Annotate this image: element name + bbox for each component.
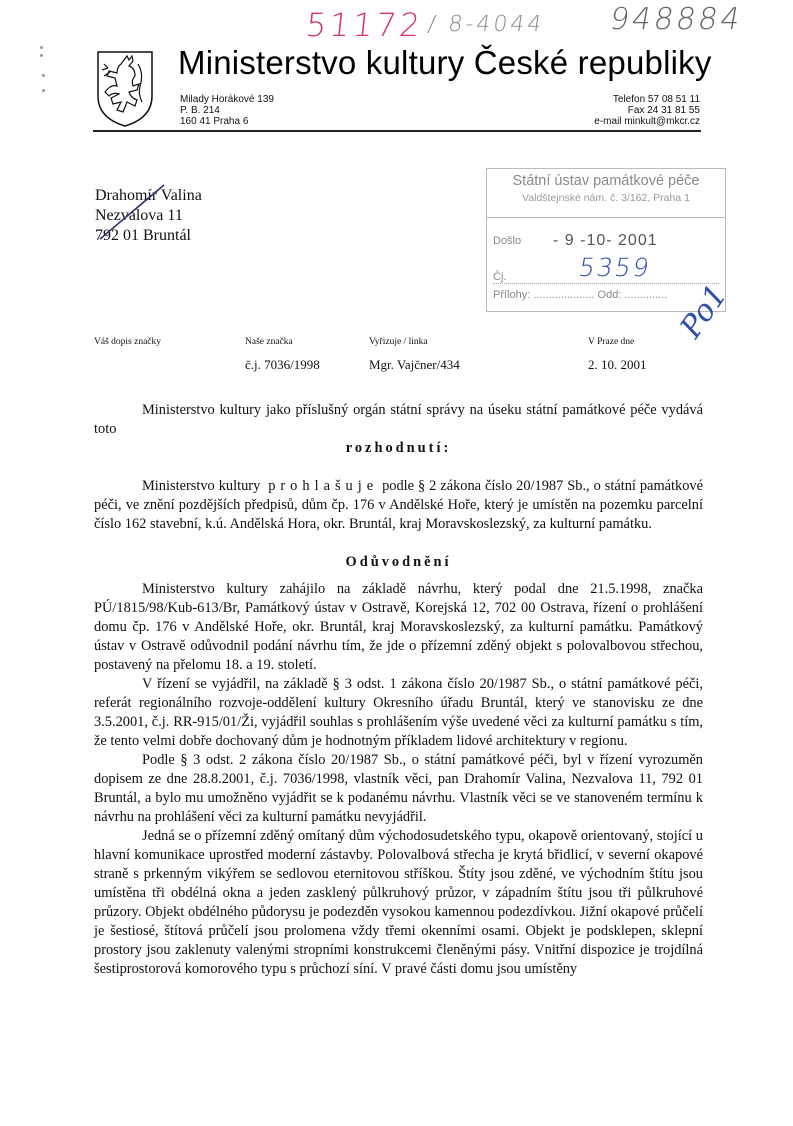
handler-value: Mgr. Vajčner/434 (369, 357, 460, 372)
date-value: 2. 10. 2001 (588, 357, 647, 372)
scan-mark (40, 46, 43, 49)
reasoning-paragraph: Ministerstvo kultury zahájilo na základě návrhu, který podal dne 21.5.1998, značka PÚ/1815/98/Kub-613/Br, Památkový ústav v Ostravě, Korejská 12, 702 00 Ostrava, řízení o prohlášení domu čp. 176 v Andělské Hoře, okr. Bruntál, kraj Moravskoslezský, za kulturní památku. Památkový ústav v Ostravě odůvodnil podání návrhu tím, že jde o přízemní zděný objekt s polovalbovou střechou, postavený na přelomu 18. a 19. století. (94, 581, 703, 673)
decision-prefix: Ministerstvo kultury (142, 478, 261, 494)
letter-body (94, 401, 703, 979)
recipient-city: 792 01 Bruntál (95, 227, 191, 244)
ministry-title: Ministerstvo kultury České republiky (178, 44, 712, 81)
reasoning-paragraph: Jedná se o přízemní zděný omítaný dům východosudetského typu, okapově orientovaný, stojící u hlavní komunikace uprostřed moderní zástavby. Polovalbová střecha je krytá břidlicí, v severní okapové straně s prkenným vikýřem se sedlovou eternitovou stříškou. Štíty jsou zděné, ve východním štítu jsou umístěna tři obdélná okna a jeden zasklený půlkruhový průzor, v západním štítu jsou tři půlkruhové průzory. Objekt obdélného půdorysu je podezděn vysokou kamennou podezdívkou. Jižní okapové průčelí je šestiosé, štítová průčelí jsou prolomena vždy třemi okenními osami. Objekt je podsklepen, sklepní prostory jsou zaklenuty valenými stropními konstrukcemi členěnými pásy. Vnitřní dispozice je trojdílná šestiprostorová komorového typu s průchozí síní. V pravé části domu jsou umístěny (94, 828, 703, 977)
your-ref-label: Váš dopis značky (94, 337, 162, 347)
handler-label: Vyřizuje / linka (369, 337, 428, 347)
stamp-attachments-label: Přílohy: .................... Odd: .............. (493, 289, 668, 301)
fax: Fax 24 31 81 55 (627, 105, 700, 116)
intro-paragraph: Ministerstvo kultury jako příslušný orgán státní správy na úseku státní památkové péče vydává toto (94, 402, 703, 437)
decision-text: podle § 2 zákona číslo 20/1987 Sb., o státní památkové péči, ve znění pozdějších předpisů, dům čp. 176 v Andělské Hoře, který je umístěn na pozemku parcelní číslo 162 stavební, k.ú. Andělská Hora, okr. Bruntál, kraj Moravskoslezský, za kulturní památku. (94, 478, 703, 532)
decision-verb: prohlašuje (268, 478, 379, 494)
handwritten-registry-number: 51172 (304, 6, 425, 44)
recipient-street: Nezvalova 11 (95, 207, 183, 224)
decision-paragraph (94, 477, 703, 534)
stamp-received-date: - 9 -10- 2001 (553, 232, 658, 249)
address-line: Milady Horákové 139 (180, 94, 274, 105)
phone: Telefon 57 08 51 11 (612, 94, 700, 105)
stamp-cj-label: Čj. (493, 271, 719, 284)
address-line: P. B. 214 (180, 105, 220, 116)
handwritten-reference-number: 948884 (606, 2, 746, 37)
reasoning-heading: Odůvodnění (345, 554, 452, 570)
recipient-name: Drahomír Valina (95, 187, 202, 204)
decision-heading: rozhodnutí: (345, 440, 452, 456)
handwritten-file-number: / 8-4044 (426, 12, 547, 37)
date-label: V Praze dne (588, 337, 635, 347)
handwritten-cj-number: 5359 (576, 253, 654, 282)
scan-mark (40, 54, 43, 57)
email: e-mail minkult@mkcr.cz (594, 116, 700, 127)
reasoning-paragraph: Podle § 3 odst. 2 zákona číslo 20/1987 Sb., o státní památkové péči, byl v řízení vyrozuměn dopisem ze dne 28.8.2001, č.j. 7036/1998, vlastník věci, pan Drahomír Valina, Nezvalova 11, 792 01 Bruntál, a bylo mu umožněno vyjádřit se k podanému návrhu. Vlastník věci se ve stanoveném termínu k návrhu na prohlášení věci za kulturní památku nevyjádřil. (94, 752, 703, 825)
address-line: 160 41 Praha 6 (180, 116, 249, 127)
coat-of-arms-icon (96, 50, 154, 128)
ministry-address (180, 94, 274, 127)
scan-mark (42, 74, 45, 77)
handwritten-initials: Po1 (673, 278, 735, 345)
stamp-received-label: Došlo (493, 235, 522, 247)
our-ref-value: č.j. 7036/1998 (245, 357, 320, 372)
stamp-institution: Státní ústav památkové péče (512, 173, 700, 189)
header-divider (93, 130, 701, 132)
stamp-address: Valdštejnské nám. č. 3/162, Praha 1 (522, 192, 690, 204)
scan-mark (42, 89, 45, 92)
reasoning-paragraph: V řízení se vyjádřil, na základě § 3 odst. 1 zákona číslo 20/1987 Sb., o státní památkové péči, referát regionálního rozvoje-oddělení kultury Okresního úřadu Bruntál, který ve stanovisku ze dne 3.5.2001, č.j. RR-915/01/Ži, vyjádřil souhlas s prohlášením výše uvedené věci za kulturní památku s tím, že tento velmi dobře dochovaný dům je hodnotným příkladem lidové architektury v regionu. (94, 676, 703, 749)
handwritten-strike-mark (92, 183, 172, 243)
our-ref-label: Naše značka (245, 337, 293, 347)
ministry-contact (594, 94, 700, 127)
receipt-stamp (486, 168, 726, 312)
